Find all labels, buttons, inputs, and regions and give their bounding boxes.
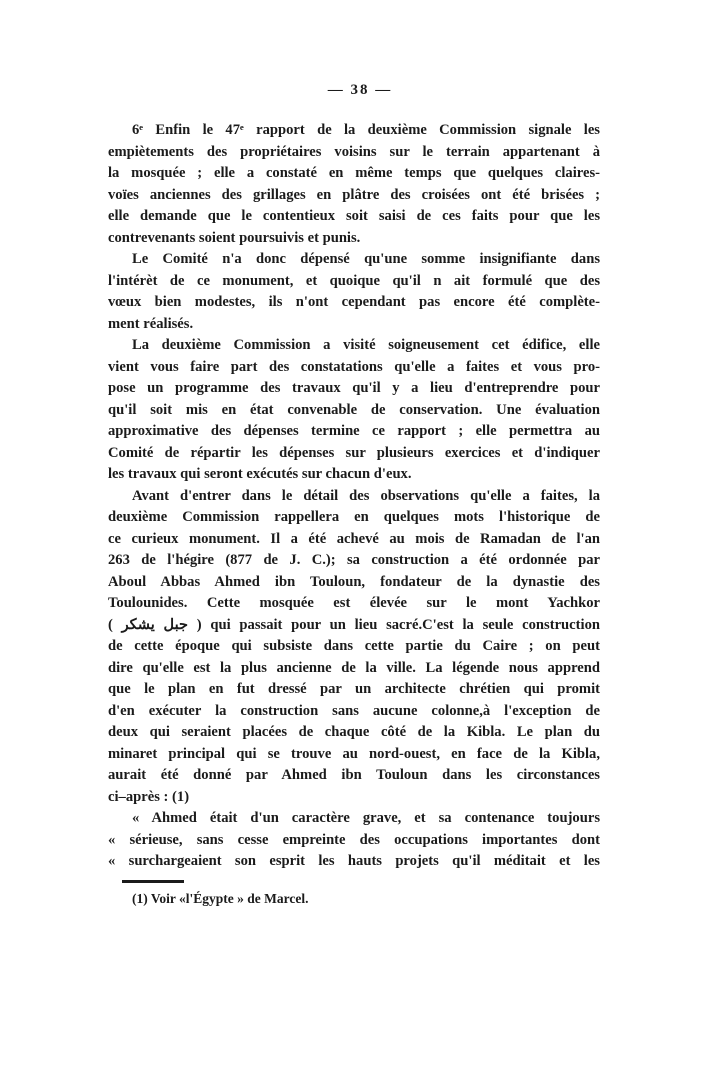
text-line: empiètements des propriétaires voisins sur le terrain appartenant à	[108, 143, 600, 160]
text-line: la mosquée ; elle a constaté en même temps que quelques claires-	[108, 165, 600, 181]
text-line: deuxième Commission rappellera en quelques mots l'historique de	[108, 509, 600, 525]
text-line: « Ahmed était d'un caractère grave, et sa contenance toujours	[132, 810, 600, 826]
text-line: Comité de répartir les dépenses sur plusieurs exercices et d'indiquer	[108, 444, 600, 461]
text-line: vient vous faire part des constatations qu'elle a faites et vous pro-	[108, 358, 600, 375]
text-line: qu'il soit mis en état convenable de conservation. Une évaluation	[108, 401, 600, 418]
text-line: Aboul Abbas Ahmed ibn Touloun, fondateur de la dynastie des	[108, 573, 600, 590]
text-line: les travaux qui seront exécutés sur chacun d'eux.	[108, 466, 412, 482]
text-line: voïes anciennes des grillages en plâtre des croisées ont été brisées ;	[108, 186, 600, 203]
page-number-header: — 38 —	[327, 82, 393, 98]
text-line: La deuxième Commission a visité soigneusement cet édifice, elle	[132, 337, 600, 353]
text-line: d'en exécuter la construction sans aucune colonne,à l'exception de	[108, 702, 600, 719]
text-line: contrevenants soient poursuivis et punis.	[108, 229, 361, 246]
text-line: Avant d'entrer dans le détail des observations qu'elle a faites, la	[132, 487, 600, 504]
text-line: deux qui seraient placées de chaque côté de la Kibla. Le plan du	[108, 724, 600, 740]
text-line: que le plan en fut dressé par un architecte chrétien qui promit	[108, 681, 600, 697]
footnote-separator-rule	[122, 880, 184, 883]
text-line: « sérieuse, sans cesse empreinte des occupations importantes dont	[108, 831, 600, 848]
text-line: vœux bien modestes, ils n'ont cependant pas encore été complète-	[108, 294, 600, 310]
text-line: Toulounides. Cette mosquée est élevée sur le mont Yachkor	[108, 595, 600, 611]
text-line: pose un programme des travaux qu'il y a lieu d'entreprendre pour	[108, 380, 600, 396]
text-line: approximative des dépenses termine ce rapport ; elle permettra au	[108, 423, 600, 439]
text-line: ( جبل يشكر ) qui passait pour un lieu sacré.C'est la seule construction	[108, 616, 600, 633]
text-line: 6ᵉ Enfin le 47ᵉ rapport de la deuxième Commission signale les	[132, 122, 600, 138]
text-line: minaret principal qui se trouve au nord-ouest, en face de la Kibla,	[108, 745, 600, 762]
text-line: 263 de l'hégire (877 de J. C.); sa construction a été ordonnée par	[108, 552, 600, 568]
page-body	[108, 120, 600, 873]
text-line: de cette époque qui subsiste dans cette partie du Caire ; on peut	[108, 638, 600, 654]
text-line: dire qu'elle est la plus ancienne de la ville. La légende nous apprend	[108, 659, 600, 676]
text-line: aurait été donné par Ahmed ibn Touloun dans les circonstances	[108, 767, 600, 783]
text-line: ment réalisés.	[108, 315, 194, 332]
footnote-text: (1) Voir «l'Égypte » de Marcel.	[132, 891, 309, 906]
text-line: l'intérèt de ce monument, et quoique qu'il n ait formulé que des	[108, 272, 600, 289]
text-line: elle demande que le contentieux soit saisi de ces faits pour que les	[108, 208, 600, 224]
text-line: ci–après : (1)	[108, 788, 190, 805]
text-line: « surchargeaient son esprit les hauts projets qu'il méditait et les	[108, 853, 600, 869]
text-line: Le Comité n'a donc dépensé qu'une somme insignifiante dans	[132, 251, 600, 267]
text-line: ce curieux monument. Il a été achevé au mois de Ramadan de l'an	[108, 530, 600, 547]
